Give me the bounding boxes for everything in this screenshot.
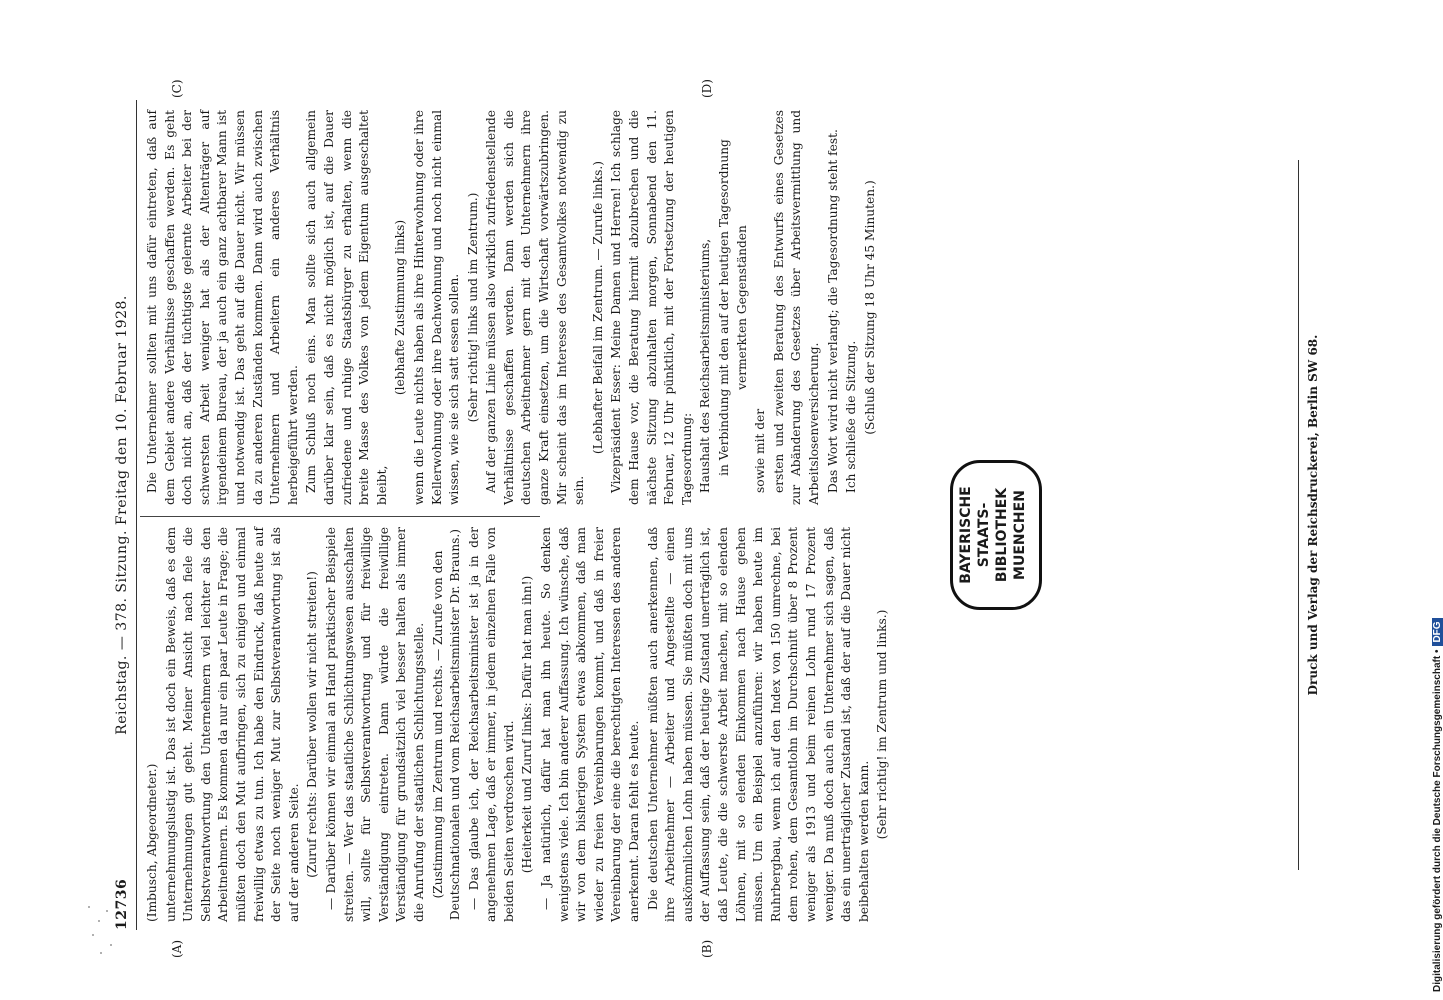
interjection: (Sehr richtig! im Zentrum und links.) xyxy=(875,609,890,840)
paragraph: — Ja natürlich, dafür hat man ihn heute. So denken wenigstens viele. Ich bin anderer Auffassung. Ich wünsche, daß wir von dem bisherigen System etwas abkommen, daß man wieder zu freien Vereinbarungen kommt, und daß in freier Vereinbarung der eine die berechtigten Interessen des anderen anerkennt. Daran fehlt es heute. xyxy=(539,527,642,922)
margin-marker-c: (C) xyxy=(170,79,184,98)
paragraph: Das Wort wird nicht verlangt; die Tagesordnung steht fest. xyxy=(825,129,840,493)
paragraph: unternehmungslustig ist. Das ist doch ein Beweis, daß es dem Unternehmungen gut geht. Meiner Ansicht nach fiele die Selbstverantwortung den Unternehmern viel leichter als den Arbeitnehmern. Es kommen da nur ein paar Leute in Frage; die müßten doch den Mut aufbringen, sich zu einigen und einmal freiwillig etwas zu tun. Ich habe den Eindruck, daß heute auf der Seite noch weniger Mut zur Selbstverantwortung ist als auf der anderen Seite. xyxy=(163,527,301,922)
paragraph: Auf der ganzen Linie müssen also wirklich zufriedenstellende Verhältnisse geschaffen werden. Dann werden sich die deutschen Arbeitnehmer gern mit den Unternehmern ihre ganze Kraft einsetzen, um die Wirtschaft vorwärtszubringen. Mir scheint das im Interesse des Gesamtvolkes notwendig zu sein. xyxy=(484,110,587,505)
agenda-item: ersten und zweiten Beratung des Entwurfs eines Gesetzes zur Abänderung des Gesetzes über Arbeitsvermittlung und Arbeitslosenversicherung. xyxy=(771,110,821,505)
speaker-line: (Imbusch, Abgeordneter.) xyxy=(145,763,159,922)
agenda-item: sowie mit der xyxy=(753,408,768,493)
running-title: Reichstag. — 378. Sitzung. Freitag den 10. Februar 1928. xyxy=(114,295,130,735)
interjection: (Heiterkeit und Zuruf links: Dafür hat man ihn!) xyxy=(520,575,535,874)
printer-imprint: Druck und Verlag der Reichsdruckerei, Berlin SW 68. xyxy=(1306,334,1320,696)
paragraph: wenn die Leute nichts haben als ihre Hinterwohnung oder ihre Kellerwohnung oder ihre Dachwohnung und noch nicht einmal wissen, wie sie sich satt essen sollen. xyxy=(411,110,462,505)
funding-text: Digitalisierung gefördert durch die Deutsche Forschungsgemeinschaft • xyxy=(1432,649,1443,992)
paragraph: Die deutschen Unternehmer müßten auch anerkennen, daß ihre Arbeitnehmer — Arbeiter und Angestellte — einen auskömmlichen Lohn haben müssen. Sie müßten doch mit uns der Auffassung sein, daß der heutige Zustand unerträglich ist, daß Leute, die die schwerste Arbeit machen, mit so elenden Löhnen, mit so elenden Einkommen nach Hause gehen müssen. Um ein Beispiel anzuführen: wir haben heute im Ruhrbergbau, wenn ich auf den Index von 150 umrechne, bei dem rohen, dem Gesamtlohn im Durchschnitt über 8 Prozent weniger als 1913 und beim reinen Lohn rund 17 Prozent weniger. Da muß doch auch ein Unternehmer sich sagen, daß das ein unerträglicher Zustand ist, daß der auf die Dauer nicht beibehalten werden kann. xyxy=(645,527,871,922)
interjection: (Lebhafter Beifall im Zentrum. — Zurufe links.) xyxy=(590,160,605,455)
dfg-logo: DFG xyxy=(1432,618,1443,645)
agenda-item: in Verbindung mit den auf der heutigen Tagesordnung vermerkten Gegenständen xyxy=(717,139,749,476)
margin-marker-a: (A) xyxy=(170,939,184,958)
header-rule xyxy=(136,100,137,930)
margin-marker-b: (B) xyxy=(700,939,714,958)
paragraph: — Darüber können wir einmal an Hand praktischer Beispiele streiten. — Wer das staatliche Schlichtungswesen ausschalten will, sollte für Selbstverantwortung und für freiwillige Verständigung eintreten. Dann würde die freiwillige Verständigung für grundsätzlich viel besser halten als immer die Anrufung der staatlichen Schlichtungsstelle. xyxy=(323,527,426,922)
dfg-funding-note xyxy=(1432,2,1443,992)
library-stamp: BAYERISCHE STAATS- BIBLIOTHEK MUENCHEN xyxy=(950,460,1042,610)
paragraph: — Das glaube ich, der Reichsarbeitsminister ist ja in der angenehmen Lage, daß er immer, in jedem einzelnen Falle von beiden Seiten verdroschen wird. xyxy=(466,527,516,922)
text-column-left xyxy=(144,527,893,922)
text-column-right xyxy=(144,110,880,505)
paragraph: Die Unternehmer sollten mit uns dafür eintreten, daß auf dem Gebiet andere Verhältnisse geschaffen werden. Es geht doch nicht an, daß der tüchtigste gelernte Arbeiter bei der schwersten Arbeit weniger hat als der Altenträger auf irgendeinem Bureau, der ja auch ein ganz achtbarer Mann ist und notwendig ist. Das geht auf die Dauer nicht. Wir müssen da zu anderen Zuständen kommen. Dann wird auch zwischen Unternehmern und Arbeitern ein anderes Verhältnis herbeigeführt werden. xyxy=(145,110,300,505)
session-end-note: (Schluß der Sitzung 18 Uhr 45 Minuten.) xyxy=(862,180,877,435)
paragraph: Zum Schluß noch eins. Man sollte sich auch allgemein darüber klar sein, daß es nicht möglich ist, auf die Dauer zufriedene und ruhige Staatsbürger zu erhalten, wenn die breite Masse des Volkes von jedem Eigentum ausgeschaltet bleibt, xyxy=(304,110,389,505)
agenda-item: Haushalt des Reichsarbeitsministeriums, xyxy=(698,238,713,493)
paragraph: Ich schließe die Sitzung. xyxy=(844,340,859,493)
interjection: (Zustimmung im Zentrum und rechts. — Zurufe von den Deutschnationalen und vom Reichsarbeitsminister Dr. Brauns.) xyxy=(430,528,463,921)
rotated-page-content xyxy=(110,79,1320,958)
margin-marker-d: (D) xyxy=(700,79,714,98)
interjection: (lebhafte Zustimmung links) xyxy=(393,219,408,396)
footer-rule xyxy=(1298,160,1299,870)
interjection: (Sehr richtig! links und im Zentrum.) xyxy=(465,192,480,423)
interjection: (Zuruf rechts: Darüber wollen wir nicht streiten!) xyxy=(305,571,320,878)
paragraph: Vizepräsident Esser: Meine Damen und Herren! Ich schlage dem Hause vor, die Beratung hiermit abzubrechen und die nächste Sitzung abzuhalten morgen, Sonnabend den 11. Februar, 12 Uhr pünktlich, mit der Fortsetzung der heutigen Tagesordnung: xyxy=(609,110,694,505)
page-number: 12736 xyxy=(114,878,130,930)
column-rule xyxy=(140,516,540,517)
